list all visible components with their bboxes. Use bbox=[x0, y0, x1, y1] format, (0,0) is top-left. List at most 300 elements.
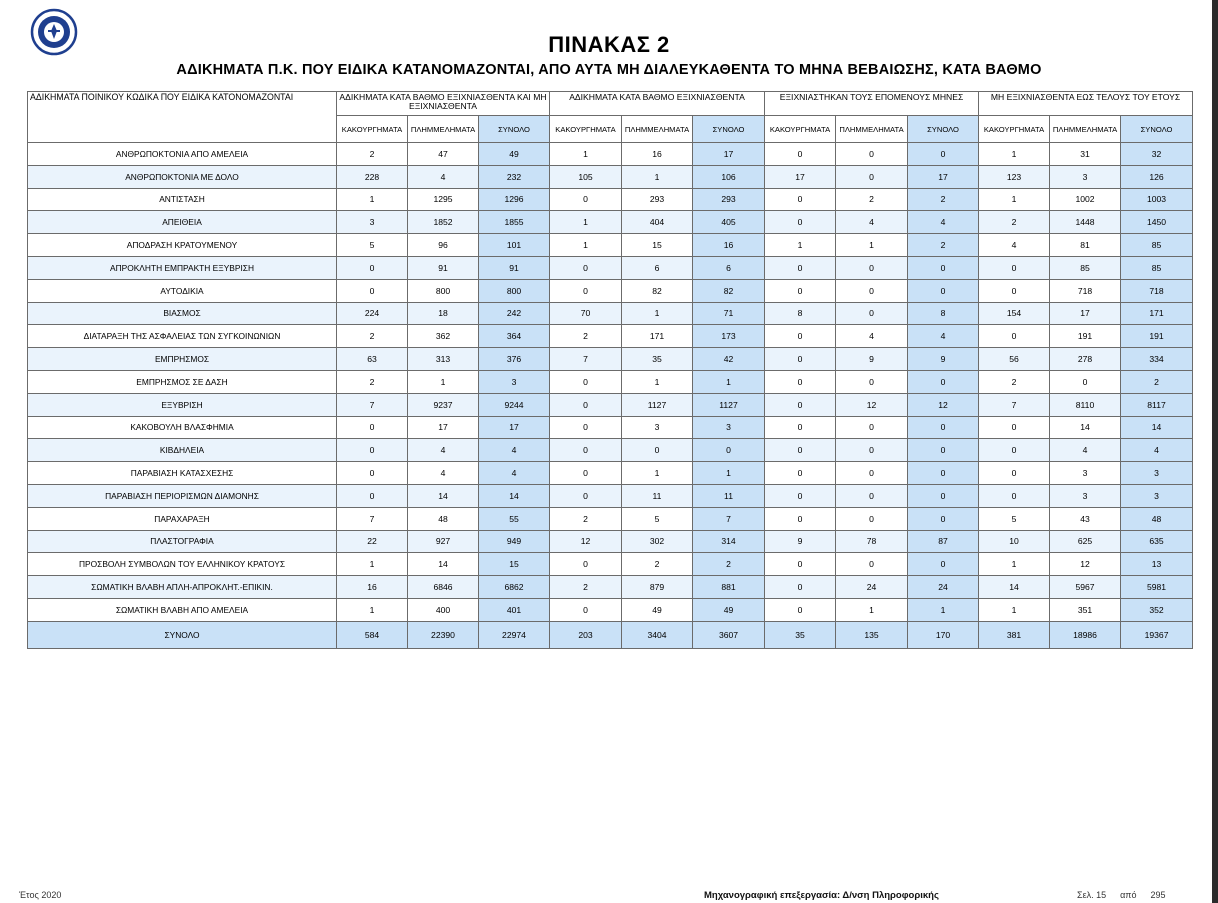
table-cell: 0 bbox=[693, 439, 765, 462]
table-cell: 3 bbox=[1121, 484, 1193, 507]
table-cell: 85 bbox=[1050, 256, 1121, 279]
table-cell: 0 bbox=[908, 370, 979, 393]
table-cell: 2 bbox=[1121, 370, 1193, 393]
table-cell: 16 bbox=[622, 143, 693, 166]
table-cell: 0 bbox=[765, 370, 836, 393]
table-cell: 1 bbox=[622, 462, 693, 485]
table-cell: 70 bbox=[550, 302, 622, 325]
table-cell: 293 bbox=[622, 188, 693, 211]
table-cell: 4 bbox=[836, 211, 908, 234]
total-label: ΣΥΝΟΛΟ bbox=[28, 621, 337, 648]
table-cell: 0 bbox=[979, 416, 1050, 439]
table-cell: 625 bbox=[1050, 530, 1121, 553]
table-cell: 1002 bbox=[1050, 188, 1121, 211]
table-cell: 0 bbox=[337, 484, 408, 507]
table-cell: 1 bbox=[693, 462, 765, 485]
table-cell: 101 bbox=[479, 234, 550, 257]
offense-label: ΑΠΟΔΡΑΣΗ ΚΡΑΤΟΥΜΕΝΟΥ bbox=[28, 234, 337, 257]
table-cell: 3 bbox=[479, 370, 550, 393]
table-cell: 0 bbox=[765, 439, 836, 462]
page-of-label: από bbox=[1120, 890, 1137, 900]
table-cell: 171 bbox=[622, 325, 693, 348]
table-cell: 7 bbox=[979, 393, 1050, 416]
table-cell: 1 bbox=[622, 370, 693, 393]
table-cell: 1 bbox=[765, 234, 836, 257]
table-cell: 0 bbox=[550, 439, 622, 462]
table-cell: 6846 bbox=[408, 576, 479, 599]
table-cell: 0 bbox=[908, 439, 979, 462]
table-cell: 78 bbox=[836, 530, 908, 553]
table-cell: 8 bbox=[908, 302, 979, 325]
table-row bbox=[28, 143, 1193, 166]
offense-label: ΔΙΑΤΑΡΑΞΗ ΤΗΣ ΑΣΦΑΛΕΙΑΣ ΤΩΝ ΣΥΓΚΟΙΝΩΝΙΩΝ bbox=[28, 325, 337, 348]
table-cell: 242 bbox=[479, 302, 550, 325]
table-cell: 1 bbox=[908, 598, 979, 621]
table-cell: 24 bbox=[836, 576, 908, 599]
subcolumn-header: ΚΑΚΟΥΡΓΗΜΑΤΑ bbox=[765, 116, 836, 143]
table-cell: 718 bbox=[1121, 279, 1193, 302]
table-cell: 22 bbox=[337, 530, 408, 553]
table-cell: 7 bbox=[693, 507, 765, 530]
table-row bbox=[28, 211, 1193, 234]
table-cell: 1127 bbox=[693, 393, 765, 416]
table-cell: 0 bbox=[765, 279, 836, 302]
table-cell: 351 bbox=[1050, 598, 1121, 621]
subcolumn-header: ΣΥΝΟΛΟ bbox=[1121, 116, 1193, 143]
table-cell: 6 bbox=[693, 256, 765, 279]
table-cell: 0 bbox=[908, 507, 979, 530]
table-row bbox=[28, 188, 1193, 211]
table-cell: 314 bbox=[693, 530, 765, 553]
page-subtitle: ΑΔΙΚΗΜΑΤΑ Π.Κ. ΠΟΥ ΕΙΔΙΚΑ ΚΑΤΑΝΟΜΑΖΟΝΤΑΙ, ΑΠΟ ΑΥΤΑ ΜΗ ΔΙΑΛΕΥΚΑΘΕΝΤΑ ΤΟ ΜΗΝΑ ΒΕΒΑΙΩΣΗΣ, ΚΑΤΑ ΒΑΘΜΟ bbox=[176, 62, 1042, 78]
table-cell: 1448 bbox=[1050, 211, 1121, 234]
table-cell: 313 bbox=[408, 348, 479, 371]
footer-pagination bbox=[1077, 890, 1180, 900]
table-cell: 126 bbox=[1121, 165, 1193, 188]
footer-processing: Μηχανογραφική επεξεργασία: Δ/νση Πληροφορικής bbox=[704, 890, 939, 901]
table-cell: 1 bbox=[337, 188, 408, 211]
table-cell: 0 bbox=[765, 598, 836, 621]
table-cell: 0 bbox=[836, 484, 908, 507]
table-cell: 334 bbox=[1121, 348, 1193, 371]
table-cell: 0 bbox=[622, 439, 693, 462]
table-cell: 0 bbox=[979, 484, 1050, 507]
table-cell: 0 bbox=[908, 462, 979, 485]
subcolumn-header: ΣΥΝΟΛΟ bbox=[693, 116, 765, 143]
table-cell: 404 bbox=[622, 211, 693, 234]
table-row bbox=[28, 553, 1193, 576]
table-cell: 43 bbox=[1050, 507, 1121, 530]
offense-label: ΕΞΥΒΡΙΣΗ bbox=[28, 393, 337, 416]
table-cell: 0 bbox=[836, 302, 908, 325]
table-cell: 232 bbox=[479, 165, 550, 188]
table-row bbox=[28, 302, 1193, 325]
total-row bbox=[28, 621, 1193, 648]
table-cell: 5967 bbox=[1050, 576, 1121, 599]
table-row bbox=[28, 256, 1193, 279]
table-cell: 3 bbox=[693, 416, 765, 439]
page-number: Σελ. 15 bbox=[1077, 890, 1107, 900]
table-cell: 0 bbox=[765, 462, 836, 485]
table-row bbox=[28, 439, 1193, 462]
table-cell: 1 bbox=[622, 302, 693, 325]
page-edge-bar bbox=[1212, 0, 1218, 903]
table-cell: 800 bbox=[479, 279, 550, 302]
subcolumn-header: ΣΥΝΟΛΟ bbox=[908, 116, 979, 143]
offense-label: ΑΝΤΙΣΤΑΣΗ bbox=[28, 188, 337, 211]
table-cell: 278 bbox=[1050, 348, 1121, 371]
table-cell: 0 bbox=[765, 211, 836, 234]
table-cell: 14 bbox=[979, 576, 1050, 599]
table-cell: 14 bbox=[408, 553, 479, 576]
offense-column-header: ΑΔΙΚΗΜΑΤΑ ΠΟΙΝΙΚΟΥ ΚΩΔΙΚΑ ΠΟΥ ΕΙΔΙΚΑ ΚΑΤΟΝΟΜΑΖΟΝΤΑΙ bbox=[28, 92, 337, 143]
table-cell: 12 bbox=[1050, 553, 1121, 576]
table-cell: 0 bbox=[836, 256, 908, 279]
table-cell: 18 bbox=[408, 302, 479, 325]
table-cell: 800 bbox=[408, 279, 479, 302]
table-cell: 0 bbox=[550, 370, 622, 393]
table-cell: 14 bbox=[1121, 416, 1193, 439]
table-cell: 0 bbox=[979, 256, 1050, 279]
table-cell: 63 bbox=[337, 348, 408, 371]
table-cell: 91 bbox=[408, 256, 479, 279]
table-cell: 228 bbox=[337, 165, 408, 188]
table-cell: 9244 bbox=[479, 393, 550, 416]
subcolumn-header: ΠΛΗΜΜΕΛΗΜΑΤΑ bbox=[1050, 116, 1121, 143]
table-cell: 1855 bbox=[479, 211, 550, 234]
table-cell: 105 bbox=[550, 165, 622, 188]
table-cell: 1 bbox=[408, 370, 479, 393]
table-cell: 0 bbox=[979, 439, 1050, 462]
table-cell: 173 bbox=[693, 325, 765, 348]
group-header-solved-later: ΕΞΙΧΝΙΑΣΤΗΚΑΝ ΤΟΥΣ ΕΠΟΜΕΝΟΥΣ ΜΗΝΕΣ bbox=[765, 92, 979, 116]
table-cell: 123 bbox=[979, 165, 1050, 188]
table-cell: 0 bbox=[979, 279, 1050, 302]
table-cell: 35 bbox=[622, 348, 693, 371]
table-cell: 82 bbox=[622, 279, 693, 302]
table-cell: 376 bbox=[479, 348, 550, 371]
table-cell: 362 bbox=[408, 325, 479, 348]
table-cell: 17 bbox=[408, 416, 479, 439]
offense-label: ΒΙΑΣΜΟΣ bbox=[28, 302, 337, 325]
table-cell: 0 bbox=[765, 256, 836, 279]
total-cell: 3607 bbox=[693, 621, 765, 648]
table-cell: 10 bbox=[979, 530, 1050, 553]
table-cell: 0 bbox=[979, 462, 1050, 485]
table-body bbox=[28, 143, 1193, 649]
table-cell: 7 bbox=[337, 507, 408, 530]
total-cell: 203 bbox=[550, 621, 622, 648]
table-cell: 2 bbox=[836, 188, 908, 211]
offense-label: ΠΑΡΑΧΑΡΑΞΗ bbox=[28, 507, 337, 530]
footer-year: Έτος 2020 bbox=[19, 890, 62, 900]
table-cell: 4 bbox=[979, 234, 1050, 257]
table-cell: 17 bbox=[765, 165, 836, 188]
offense-label: ΠΛΑΣΤΟΓΡΑΦΙΑ bbox=[28, 530, 337, 553]
table-cell: 91 bbox=[479, 256, 550, 279]
table-cell: 42 bbox=[693, 348, 765, 371]
table-cell: 1003 bbox=[1121, 188, 1193, 211]
table-cell: 1 bbox=[550, 211, 622, 234]
table-cell: 0 bbox=[765, 188, 836, 211]
table-row bbox=[28, 370, 1193, 393]
table-cell: 0 bbox=[550, 393, 622, 416]
table-cell: 0 bbox=[765, 325, 836, 348]
total-cell: 170 bbox=[908, 621, 979, 648]
table-cell: 1 bbox=[979, 188, 1050, 211]
offense-label: ΑΠΕΙΘΕΙΑ bbox=[28, 211, 337, 234]
page-title: ΠΙΝΑΚΑΣ 2 bbox=[548, 32, 670, 57]
table-cell: 11 bbox=[693, 484, 765, 507]
table-cell: 0 bbox=[836, 165, 908, 188]
offense-label: ΕΜΠΡΗΣΜΟΣ bbox=[28, 348, 337, 371]
table-cell: 4 bbox=[408, 462, 479, 485]
table-cell: 1852 bbox=[408, 211, 479, 234]
table-row bbox=[28, 598, 1193, 621]
table-cell: 0 bbox=[979, 325, 1050, 348]
table-cell: 3 bbox=[1050, 484, 1121, 507]
table-cell: 2 bbox=[337, 370, 408, 393]
table-cell: 4 bbox=[408, 165, 479, 188]
table-cell: 8110 bbox=[1050, 393, 1121, 416]
table-cell: 7 bbox=[337, 393, 408, 416]
table-cell: 87 bbox=[908, 530, 979, 553]
subcolumn-header: ΠΛΗΜΜΕΛΗΜΑΤΑ bbox=[408, 116, 479, 143]
table-cell: 927 bbox=[408, 530, 479, 553]
table-cell: 49 bbox=[479, 143, 550, 166]
subcolumn-header: ΣΥΝΟΛΟ bbox=[479, 116, 550, 143]
table-cell: 1127 bbox=[622, 393, 693, 416]
table-cell: 1450 bbox=[1121, 211, 1193, 234]
table-cell: 15 bbox=[622, 234, 693, 257]
table-cell: 718 bbox=[1050, 279, 1121, 302]
table-cell: 9 bbox=[908, 348, 979, 371]
table-cell: 13 bbox=[1121, 553, 1193, 576]
table-cell: 0 bbox=[908, 484, 979, 507]
table-row bbox=[28, 416, 1193, 439]
table-cell: 17 bbox=[479, 416, 550, 439]
table-cell: 1 bbox=[337, 598, 408, 621]
subcolumn-header: ΠΛΗΜΜΕΛΗΜΑΤΑ bbox=[622, 116, 693, 143]
table-cell: 881 bbox=[693, 576, 765, 599]
table-cell: 0 bbox=[550, 553, 622, 576]
offense-label: ΚΑΚΟΒΟΥΛΗ ΒΛΑΣΦΗΜΙΑ bbox=[28, 416, 337, 439]
table-cell: 16 bbox=[693, 234, 765, 257]
table-cell: 0 bbox=[337, 256, 408, 279]
table-cell: 1 bbox=[836, 234, 908, 257]
table-cell: 3 bbox=[1050, 462, 1121, 485]
table-cell: 1 bbox=[979, 553, 1050, 576]
table-cell: 364 bbox=[479, 325, 550, 348]
table-cell: 0 bbox=[765, 393, 836, 416]
offense-label: ΠΑΡΑΒΙΑΣΗ ΠΕΡΙΟΡΙΣΜΩΝ ΔΙΑΜΟΝΗΣ bbox=[28, 484, 337, 507]
group-header-solved: ΑΔΙΚΗΜΑΤΑ ΚΑΤΑ ΒΑΘΜΟ ΕΞΙΧΝΙΑΣΘΕΝΤΑ bbox=[550, 92, 765, 116]
total-cell: 584 bbox=[337, 621, 408, 648]
table-cell: 0 bbox=[908, 279, 979, 302]
table-cell: 171 bbox=[1121, 302, 1193, 325]
table-cell: 4 bbox=[908, 325, 979, 348]
table-cell: 0 bbox=[765, 484, 836, 507]
offense-label: ΕΜΠΡΗΣΜΟΣ ΣΕ ΔΑΣΗ bbox=[28, 370, 337, 393]
total-cell: 3404 bbox=[622, 621, 693, 648]
table-row bbox=[28, 462, 1193, 485]
table-cell: 405 bbox=[693, 211, 765, 234]
table-cell: 0 bbox=[1050, 370, 1121, 393]
statistics-table bbox=[27, 91, 1193, 649]
table-cell: 191 bbox=[1050, 325, 1121, 348]
table-cell: 17 bbox=[908, 165, 979, 188]
table-cell: 0 bbox=[337, 462, 408, 485]
table-cell: 0 bbox=[765, 507, 836, 530]
table-cell: 5 bbox=[337, 234, 408, 257]
table-cell: 401 bbox=[479, 598, 550, 621]
table-cell: 1 bbox=[836, 598, 908, 621]
table-cell: 96 bbox=[408, 234, 479, 257]
table-cell: 17 bbox=[693, 143, 765, 166]
table-cell: 0 bbox=[836, 416, 908, 439]
table-cell: 9237 bbox=[408, 393, 479, 416]
table-cell: 17 bbox=[1050, 302, 1121, 325]
table-row bbox=[28, 325, 1193, 348]
table-cell: 11 bbox=[622, 484, 693, 507]
table-cell: 224 bbox=[337, 302, 408, 325]
table-row bbox=[28, 484, 1193, 507]
table-cell: 3 bbox=[622, 416, 693, 439]
table-cell: 49 bbox=[693, 598, 765, 621]
table-cell: 14 bbox=[479, 484, 550, 507]
table-cell: 82 bbox=[693, 279, 765, 302]
offense-label: ΣΩΜΑΤΙΚΗ ΒΛΑΒΗ ΑΠΟ ΑΜΕΛΕΙΑ bbox=[28, 598, 337, 621]
offense-label: ΑΥΤΟΔΙΚΙΑ bbox=[28, 279, 337, 302]
table-cell: 0 bbox=[550, 256, 622, 279]
table-cell: 0 bbox=[836, 370, 908, 393]
table-cell: 0 bbox=[836, 553, 908, 576]
table-cell: 2 bbox=[979, 211, 1050, 234]
table-cell: 949 bbox=[479, 530, 550, 553]
table-cell: 2 bbox=[550, 576, 622, 599]
table-cell: 8117 bbox=[1121, 393, 1193, 416]
table-cell: 2 bbox=[550, 325, 622, 348]
table-cell: 85 bbox=[1121, 234, 1193, 257]
subcolumn-header: ΚΑΚΟΥΡΓΗΜΑΤΑ bbox=[550, 116, 622, 143]
table-cell: 1 bbox=[550, 234, 622, 257]
table-cell: 4 bbox=[408, 439, 479, 462]
table-cell: 81 bbox=[1050, 234, 1121, 257]
total-cell: 19367 bbox=[1121, 621, 1193, 648]
table-cell: 16 bbox=[337, 576, 408, 599]
offense-label: ΑΠΡΟΚΛΗΤΗ ΕΜΠΡΑΚΤΗ ΕΞΥΒΡΙΣΗ bbox=[28, 256, 337, 279]
table-cell: 48 bbox=[1121, 507, 1193, 530]
table-cell: 6862 bbox=[479, 576, 550, 599]
table-cell: 1 bbox=[979, 598, 1050, 621]
table-cell: 1296 bbox=[479, 188, 550, 211]
table-cell: 879 bbox=[622, 576, 693, 599]
table-cell: 0 bbox=[765, 348, 836, 371]
table-row bbox=[28, 165, 1193, 188]
table-cell: 0 bbox=[550, 462, 622, 485]
table-cell: 5 bbox=[979, 507, 1050, 530]
total-pages: 295 bbox=[1150, 890, 1166, 900]
table-cell: 635 bbox=[1121, 530, 1193, 553]
table-cell: 71 bbox=[693, 302, 765, 325]
table-cell: 2 bbox=[908, 234, 979, 257]
table-cell: 12 bbox=[836, 393, 908, 416]
table-cell: 0 bbox=[836, 439, 908, 462]
table-cell: 0 bbox=[337, 416, 408, 439]
table-cell: 24 bbox=[908, 576, 979, 599]
table-cell: 2 bbox=[979, 370, 1050, 393]
table-cell: 0 bbox=[836, 462, 908, 485]
table-cell: 0 bbox=[908, 553, 979, 576]
table-cell: 1 bbox=[979, 143, 1050, 166]
total-cell: 35 bbox=[765, 621, 836, 648]
table-cell: 0 bbox=[836, 143, 908, 166]
table-cell: 2 bbox=[550, 507, 622, 530]
table-cell: 47 bbox=[408, 143, 479, 166]
table-cell: 154 bbox=[979, 302, 1050, 325]
table-cell: 2 bbox=[908, 188, 979, 211]
table-cell: 4 bbox=[908, 211, 979, 234]
table-cell: 0 bbox=[765, 553, 836, 576]
table-row bbox=[28, 348, 1193, 371]
table-cell: 2 bbox=[622, 553, 693, 576]
table-cell: 400 bbox=[408, 598, 479, 621]
offense-label: ΑΝΘΡΩΠΟΚΤΟΝΙΑ ΜΕ ΔΟΛΟ bbox=[28, 165, 337, 188]
table-cell: 1295 bbox=[408, 188, 479, 211]
table-row bbox=[28, 393, 1193, 416]
total-cell: 135 bbox=[836, 621, 908, 648]
table-cell: 3 bbox=[337, 211, 408, 234]
table-cell: 0 bbox=[550, 416, 622, 439]
table-cell: 9 bbox=[836, 348, 908, 371]
table-cell: 4 bbox=[479, 462, 550, 485]
table-row bbox=[28, 234, 1193, 257]
total-cell: 22974 bbox=[479, 621, 550, 648]
table-cell: 0 bbox=[765, 576, 836, 599]
table-cell: 5981 bbox=[1121, 576, 1193, 599]
table-cell: 15 bbox=[479, 553, 550, 576]
table-cell: 293 bbox=[693, 188, 765, 211]
table-cell: 1 bbox=[693, 370, 765, 393]
subcolumn-header: ΚΑΚΟΥΡΓΗΜΑΤΑ bbox=[337, 116, 408, 143]
table-cell: 4 bbox=[479, 439, 550, 462]
table-cell: 48 bbox=[408, 507, 479, 530]
table-cell: 1 bbox=[550, 143, 622, 166]
table-cell: 0 bbox=[765, 416, 836, 439]
table-row bbox=[28, 279, 1193, 302]
table-cell: 1 bbox=[337, 553, 408, 576]
table-cell: 0 bbox=[550, 279, 622, 302]
table-cell: 85 bbox=[1121, 256, 1193, 279]
table-cell: 56 bbox=[979, 348, 1050, 371]
table-cell: 0 bbox=[550, 598, 622, 621]
offense-label: ΑΝΘΡΩΠΟΚΤΟΝΙΑ ΑΠΟ ΑΜΕΛΕΙΑ bbox=[28, 143, 337, 166]
table-row bbox=[28, 576, 1193, 599]
subcolumn-header: ΚΑΚΟΥΡΓΗΜΑΤΑ bbox=[979, 116, 1050, 143]
table-row bbox=[28, 530, 1193, 553]
offense-label: ΠΑΡΑΒΙΑΣΗ ΚΑΤΑΣΧΕΣΗΣ bbox=[28, 462, 337, 485]
table-cell: 7 bbox=[550, 348, 622, 371]
group-header-unsolved: ΜΗ ΕΞΙΧΝΙΑΣΘΕΝΤΑ ΕΩΣ ΤΕΛΟΥΣ ΤΟΥ ΕΤΟΥΣ bbox=[979, 92, 1193, 116]
table-cell: 106 bbox=[693, 165, 765, 188]
table-cell: 2 bbox=[337, 143, 408, 166]
total-cell: 22390 bbox=[408, 621, 479, 648]
total-cell: 18986 bbox=[1050, 621, 1121, 648]
table-cell: 0 bbox=[908, 416, 979, 439]
table-cell: 191 bbox=[1121, 325, 1193, 348]
table-cell: 12 bbox=[908, 393, 979, 416]
table-cell: 3 bbox=[1050, 165, 1121, 188]
